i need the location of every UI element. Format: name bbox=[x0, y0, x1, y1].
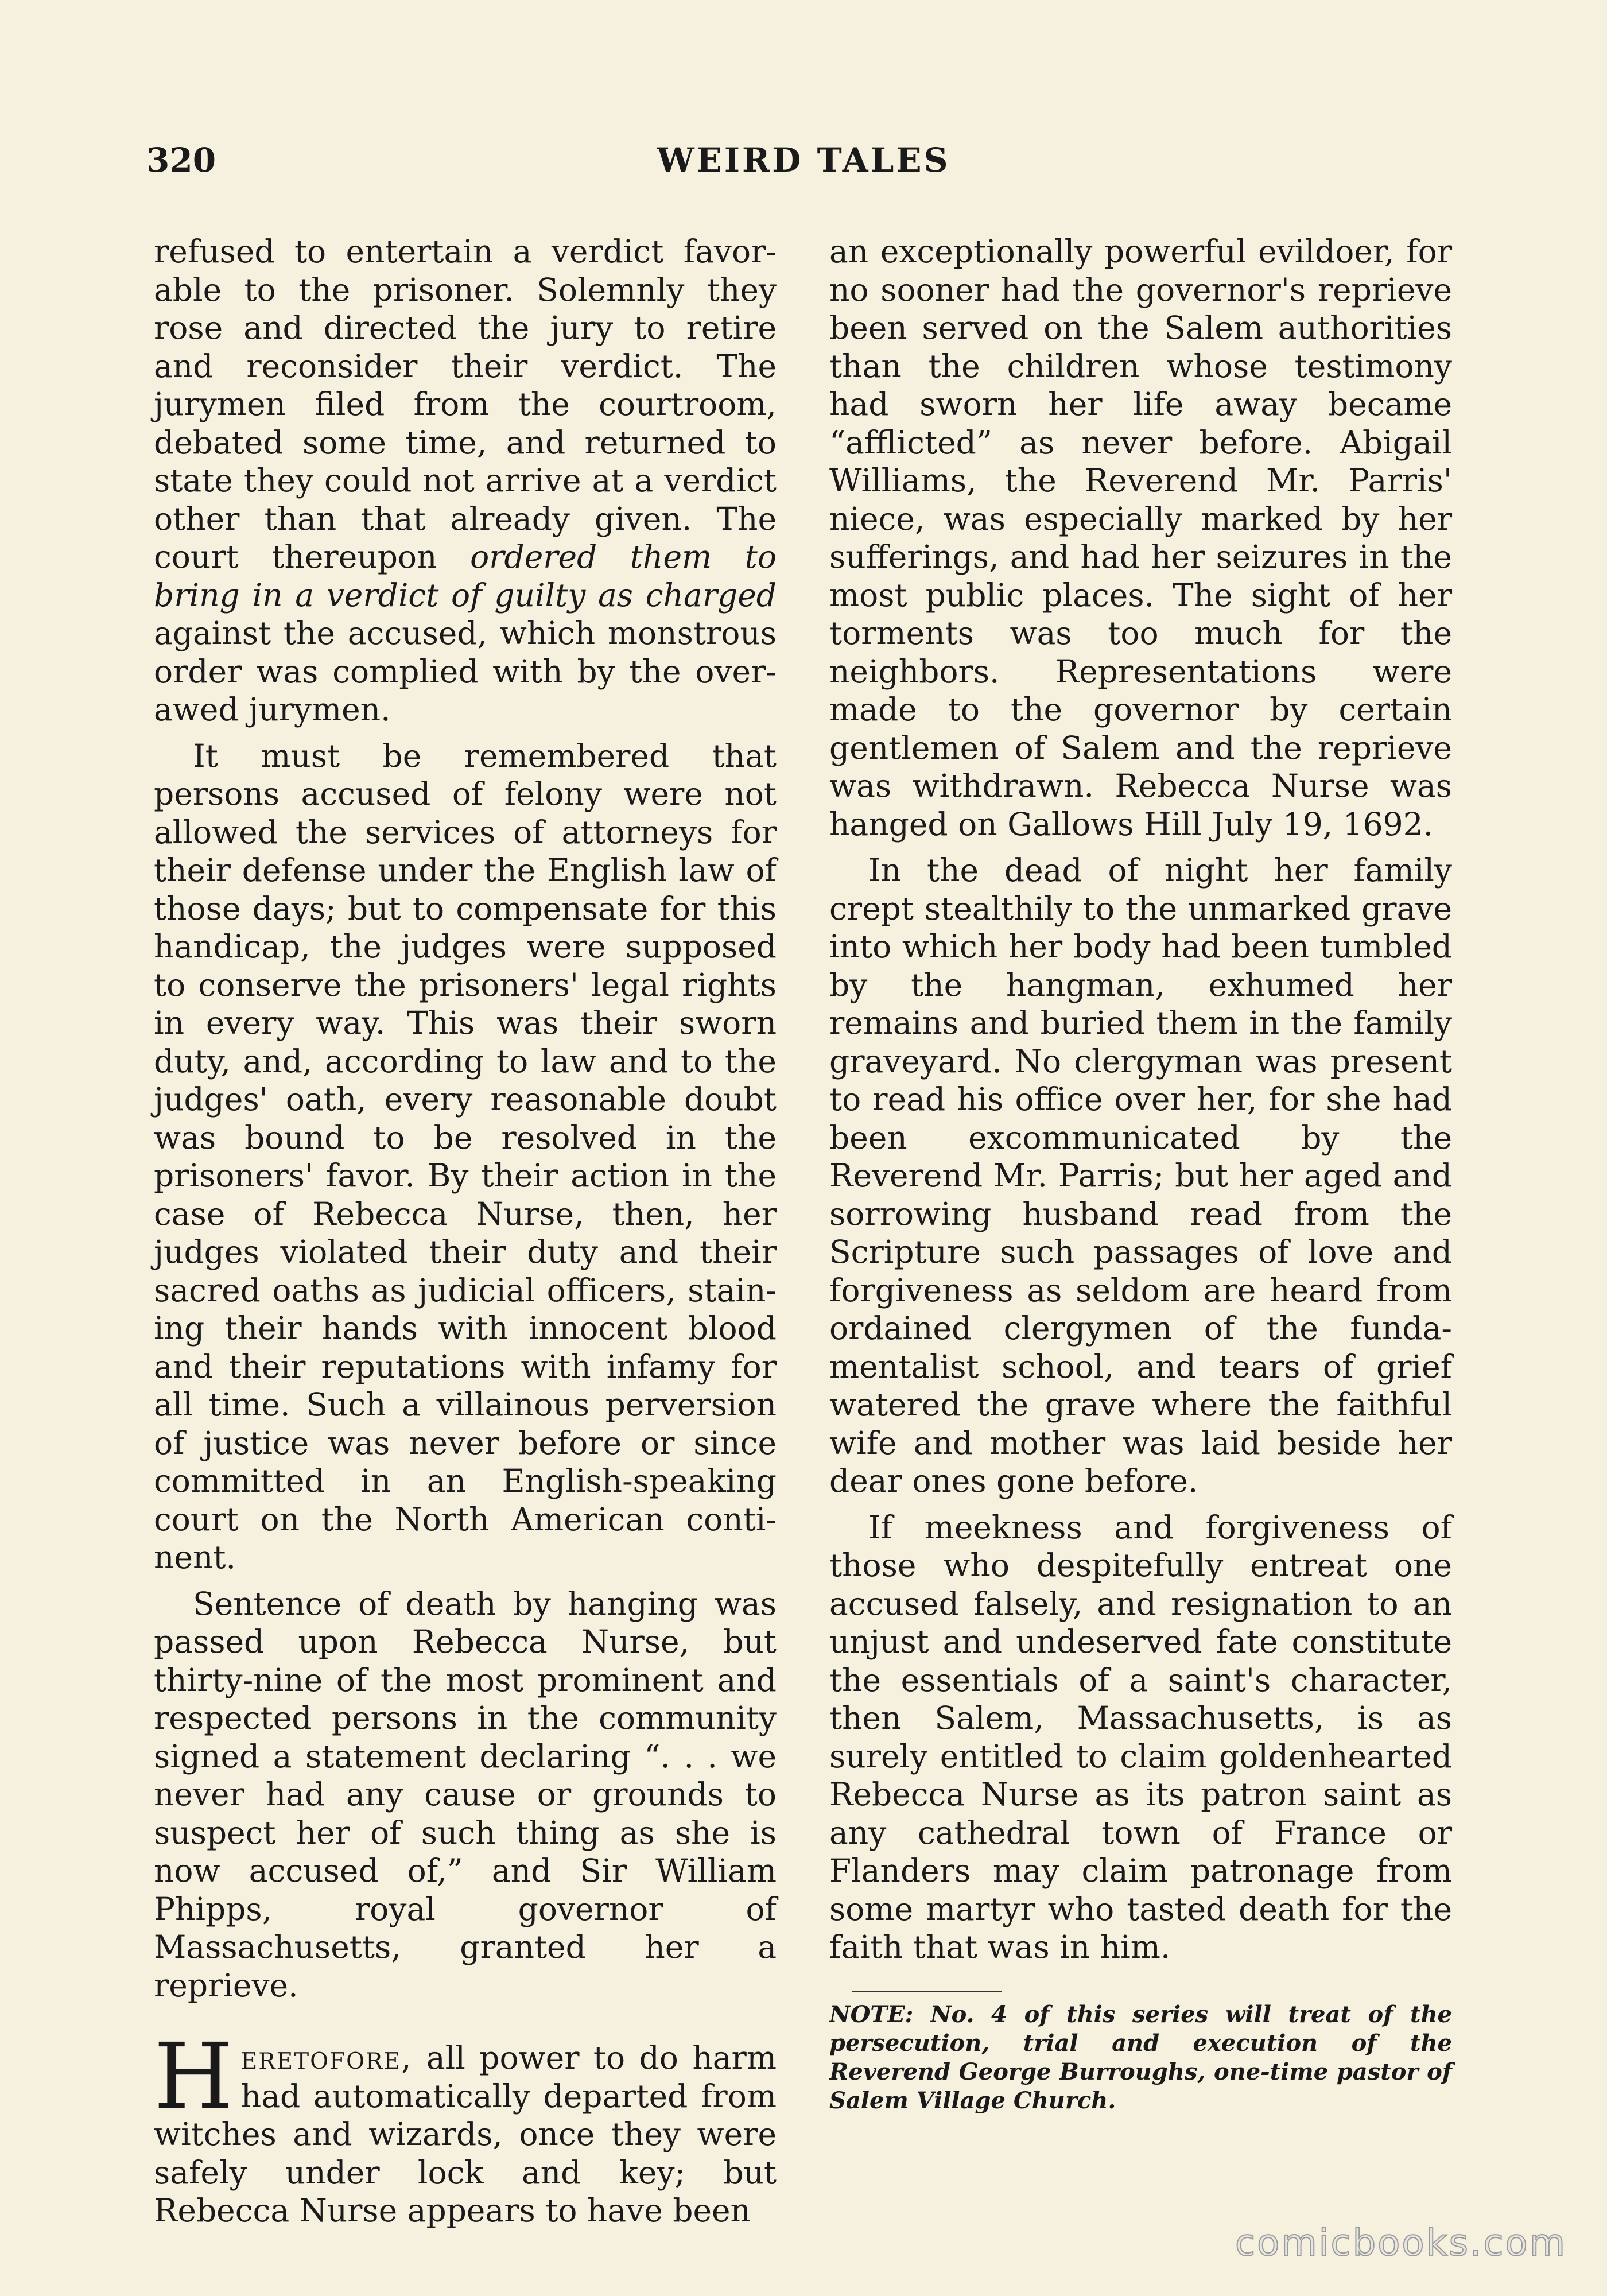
paragraph: an exceptionally powerful evildoer, for no sooner had the governor's reprieve been served on the Salem authorities than the children whose testimony had sworn her life away became “afflicted” as never before. Abigail Williams, the Reverend Mr. Parris' niece, was especially marked by her sufferings, and had her seizures in the most public places. The sight of her torments was too much for the neighbors. Representations were made to the governor by certain gentlemen of Salem and the reprieve was withdrawn. Rebecca Nurse was hanged on Gallows Hill July 19, 1692. bbox=[829, 233, 1452, 843]
page-number: 320 bbox=[146, 141, 216, 180]
paragraph: It must be remembered that persons accused of felony were not allowed the services of attorneys for their defense under the English law of those days; but to compensate for this handicap, the judges were supposed to conserve the prisoners' legal rights in every way. This was their sworn duty, and, according to law and to the judges' oath, every reasonable doubt was bound to be resolved in the prisoners' favor. By their action in the case of Rebecca Nurse, then, her judges violated their duty and their sacred oaths as judicial officers, staining their hands with innocent blood and their reputations with infamy for all time. Such a villainous perversion of justice was never before or since committed in an English-speaking court on the North American continent. bbox=[154, 737, 777, 1576]
right-column bbox=[829, 232, 1452, 2115]
note-divider bbox=[852, 1991, 1002, 1992]
paragraph: Sentence of death by hanging was passed upon Rebecca Nurse, but thirty-nine of the most prominent and respected persons in the community signed a statement declaring “. . . we never had any cause or grounds to suspect her of such thing as she is now accused of,” and Sir William Phipps, royal governor of Massachusetts, granted her a reprieve. bbox=[154, 1585, 777, 2004]
page-header bbox=[146, 141, 1461, 192]
small-caps-lead: eretofore, bbox=[240, 2039, 413, 2076]
series-note: NOTE: No. 4 of this series will treat of the persecution, trial and execution of the Reverend George Burroughs, one-time pastor of Salem Village Church. bbox=[829, 2000, 1452, 2114]
running-title: WEIRD TALES bbox=[657, 141, 950, 180]
paragraph-text: refused to entertain a verdict favorable to the prisoner. Solemnly they rose and directed the jury to retire and reconsider their verdict. The jurymen filed from the courtroom, debated some time, and returned to state they could not arrive at a verdict other than that already given. The court thereupon bbox=[154, 233, 777, 575]
paragraph-text: all power to do harm had automatically departed from witches and wizards, once they were safely under lock and key; but Rebecca Nurse appears to have been bbox=[154, 2039, 777, 2229]
italic-emphasis: ordered them to bring in a verdict of guilty as charged bbox=[154, 538, 777, 614]
left-column bbox=[154, 232, 777, 2238]
paragraph bbox=[154, 232, 777, 729]
paragraph: In the dead of night her family crept stealthily to the unmarked grave into which her body had been tumbled by the hangman, exhumed her remains and buried them in the family graveyard. No clergyman was present to read his office over her, for she had been excommunicated by the Reverend Mr. Parris; but her aged and sorrowing husband read from the Scripture such passages of love and forgiveness as seldom are heard from ordained clergymen of the fundamentalist school, and tears of grief watered the grave where the faithful wife and mother was laid beside her dear ones gone before. bbox=[829, 852, 1452, 1499]
section-opening-paragraph bbox=[154, 2024, 777, 2230]
paragraph: If meekness and forgiveness of those who despitefully entreat one accused falsely, and resignation to an unjust and undeserved fate constitute the essentials of a saint's character, then Salem, Massachusetts, is as surely entitled to claim goldenhearted Rebecca Nurse as its patron saint as any cathedral town of France or Flanders may claim patronage from some martyr who tasted death for the faith that was in him. bbox=[829, 1508, 1452, 1965]
drop-cap: H bbox=[154, 2024, 233, 2130]
paragraph-text: against the accused, which monstrous order was complied with by the overawed jurymen. bbox=[154, 615, 777, 728]
watermark: comicbooks.com bbox=[1235, 2222, 1567, 2264]
